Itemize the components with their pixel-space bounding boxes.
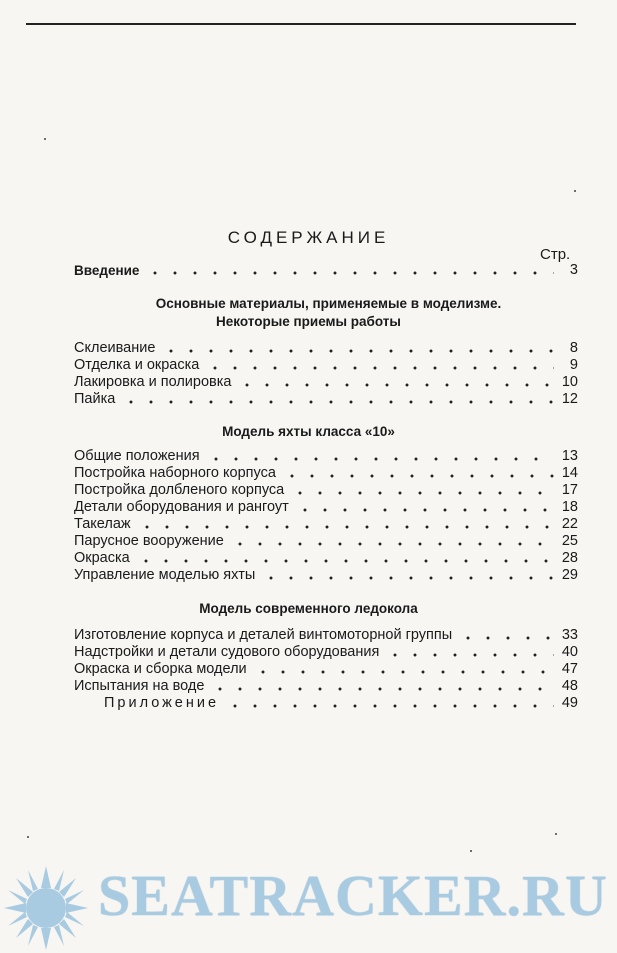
speck: [555, 833, 557, 835]
toc-entry-label: Изготовление корпуса и деталей винтомоторной группы: [74, 627, 453, 643]
toc-entry-page: 49: [561, 695, 578, 711]
toc-title: СОДЕРЖАНИЕ: [227, 228, 390, 247]
leader-dots: [282, 474, 554, 478]
leader-dots: [136, 559, 554, 563]
speck: [574, 190, 576, 192]
toc-entry-label: Пайка: [74, 391, 116, 407]
toc-entry[interactable]: [74, 355, 578, 373]
toc-entry-page: 18: [561, 499, 578, 515]
toc-entry[interactable]: [74, 642, 578, 660]
toc-entry-label: Общие положения: [74, 448, 200, 464]
toc-entry-page: 47: [561, 661, 578, 677]
leader-dots: [237, 383, 554, 387]
toc-entry-label: Отделка и окраска: [74, 357, 200, 373]
toc-entry[interactable]: [74, 514, 578, 532]
toc-entry-page: 48: [561, 678, 578, 694]
toc-entry[interactable]: [74, 463, 578, 481]
toc-entry-page: 12: [561, 391, 578, 407]
toc-entry-label: Надстройки и детали судового оборудования: [74, 644, 380, 660]
toc-entry-page: 14: [561, 465, 578, 481]
leader-dots: [137, 525, 554, 529]
speck: [44, 138, 46, 140]
toc-entry-page: 25: [561, 533, 578, 549]
leader-dots: [385, 653, 554, 657]
top-rule: [26, 23, 576, 25]
leader-dots: [145, 271, 554, 275]
section-title: Модель современного ледокола: [199, 601, 418, 616]
toc-entry[interactable]: [74, 676, 578, 694]
toc-entry-page: 13: [561, 448, 578, 464]
speck: [470, 850, 472, 852]
toc-entry[interactable]: [74, 338, 578, 356]
toc-entry-page: 22: [561, 516, 578, 532]
leader-dots: [205, 366, 554, 370]
toc-entry-label: Окраска и сборка модели: [74, 661, 247, 677]
leader-dots: [261, 576, 554, 580]
toc-entry-label: Постройка наборного корпуса: [74, 465, 276, 481]
leader-dots: [210, 687, 554, 691]
toc-entry-page: 9: [569, 357, 578, 373]
toc-entry-label: Управление моделью яхты: [74, 567, 256, 583]
toc-entry-label: Парусное вооружение: [74, 533, 224, 549]
toc-entry[interactable]: [74, 531, 578, 549]
toc-entry-page: 8: [569, 340, 578, 356]
toc-entry-label: Окраска: [74, 550, 130, 566]
leader-dots: [121, 400, 554, 404]
toc-entry-label: Испытания на воде: [74, 678, 205, 694]
section-title: Основные материалы, применяемые в моделизме.: [155, 296, 502, 311]
leader-dots: [458, 636, 554, 640]
toc-entry-page: 17: [561, 482, 578, 498]
section-title: Модель яхты класса «10»: [222, 424, 395, 439]
leader-dots: [161, 349, 554, 353]
toc-entry[interactable]: [74, 446, 578, 464]
toc-entry[interactable]: [74, 497, 578, 515]
leader-dots: [225, 704, 554, 708]
toc-entry[interactable]: [74, 480, 578, 498]
toc-entry-page: 40: [561, 644, 578, 660]
toc-entry-label: Введение: [74, 263, 140, 278]
leader-dots: [253, 670, 554, 674]
toc-entry[interactable]: [74, 548, 578, 566]
toc-entry-page: 3: [569, 262, 578, 278]
toc-entry[interactable]: [74, 389, 578, 407]
toc-entry[interactable]: [74, 625, 578, 643]
watermark-text: SEATRACKER.RU: [98, 863, 608, 928]
leader-dots: [206, 457, 554, 461]
sun-burst-icon: [4, 866, 88, 950]
toc-entry-label: Детали оборудования и рангоут: [74, 499, 289, 515]
page-column-header: Стр.: [540, 246, 571, 263]
toc-entry-intro[interactable]: [74, 260, 578, 278]
toc-entry-appendix[interactable]: [104, 693, 578, 711]
section-subtitle: Некоторые приемы работы: [216, 314, 401, 329]
toc-entry-label: Приложение: [104, 695, 220, 711]
speck: [27, 836, 29, 838]
leader-dots: [295, 508, 554, 512]
toc-entry-page: 33: [561, 627, 578, 643]
toc-entry-label: Такелаж: [74, 516, 131, 532]
toc-entry-label: Постройка долбленого корпуса: [74, 482, 285, 498]
toc-entry[interactable]: [74, 565, 578, 583]
toc-entry-page: 29: [561, 567, 578, 583]
leader-dots: [290, 491, 554, 495]
toc-entry-page: 28: [561, 550, 578, 566]
leader-dots: [230, 542, 554, 546]
toc-entry-label: Лакировка и полировка: [74, 374, 232, 390]
toc-entry[interactable]: [74, 372, 578, 390]
toc-entry-label: Склеивание: [74, 340, 156, 356]
toc-entry[interactable]: [74, 659, 578, 677]
toc-entry-page: 10: [561, 374, 578, 390]
